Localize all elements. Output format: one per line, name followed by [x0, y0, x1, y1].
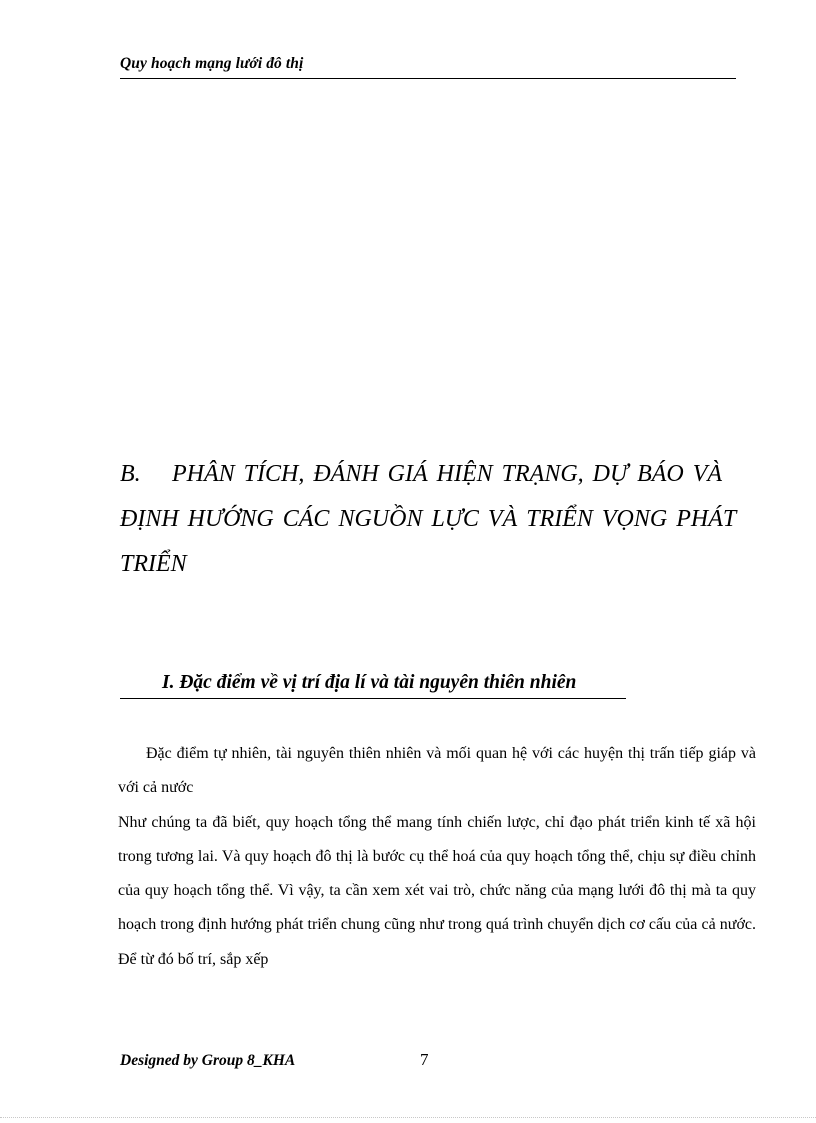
subsection-heading-underline: [120, 672, 626, 699]
subsection-heading: I. Đặc điểm về vị trí địa lí và tài nguyên thiên nhiên: [162, 672, 577, 693]
section-letter: B.: [120, 461, 141, 487]
header-title: Quy hoạch mạng lưới đô thị: [120, 55, 304, 72]
page-bottom-border: [0, 1117, 816, 1118]
paragraph-1: Đặc điểm tự nhiên, tài nguyên thiên nhiên và mối quan hệ với các huyện thị trấn tiếp giáp và với cả nước: [118, 745, 756, 797]
footer-credit: Designed by Group 8_KHA: [120, 1052, 296, 1069]
body-text: [118, 737, 756, 977]
section-title: PHÂN TÍCH, ĐÁNH GIÁ HIỆN TRẠNG, DỰ BÁO VÀ ĐỊNH HƯỚNG CÁC NGUỒN LỰC VÀ TRIỂN VỌNG PHÁT TRIỂN: [120, 461, 736, 577]
paragraph-2: Như chúng ta đã biết, quy hoạch tổng thể mang tính chiến lược, chỉ đạo phát triển kinh tế xã hội trong tương lai. Và quy hoạch đô thị là bước cụ thể hoá của quy hoạch tổng thể, chịu sự điều chỉnh của quy hoạch tổng thể. Vì vậy, ta cần xem xét vai trò, chức năng của mạng lưới đô thị mà ta quy hoạch trong định hướng phát triển chung cũng như trong quá trình chuyển dịch cơ cấu của cả nước. Để từ đó bố trí, sắp xếp: [118, 813, 756, 968]
page-header: [120, 54, 736, 79]
section-heading: [120, 452, 736, 587]
page-number: 7: [420, 1050, 429, 1069]
